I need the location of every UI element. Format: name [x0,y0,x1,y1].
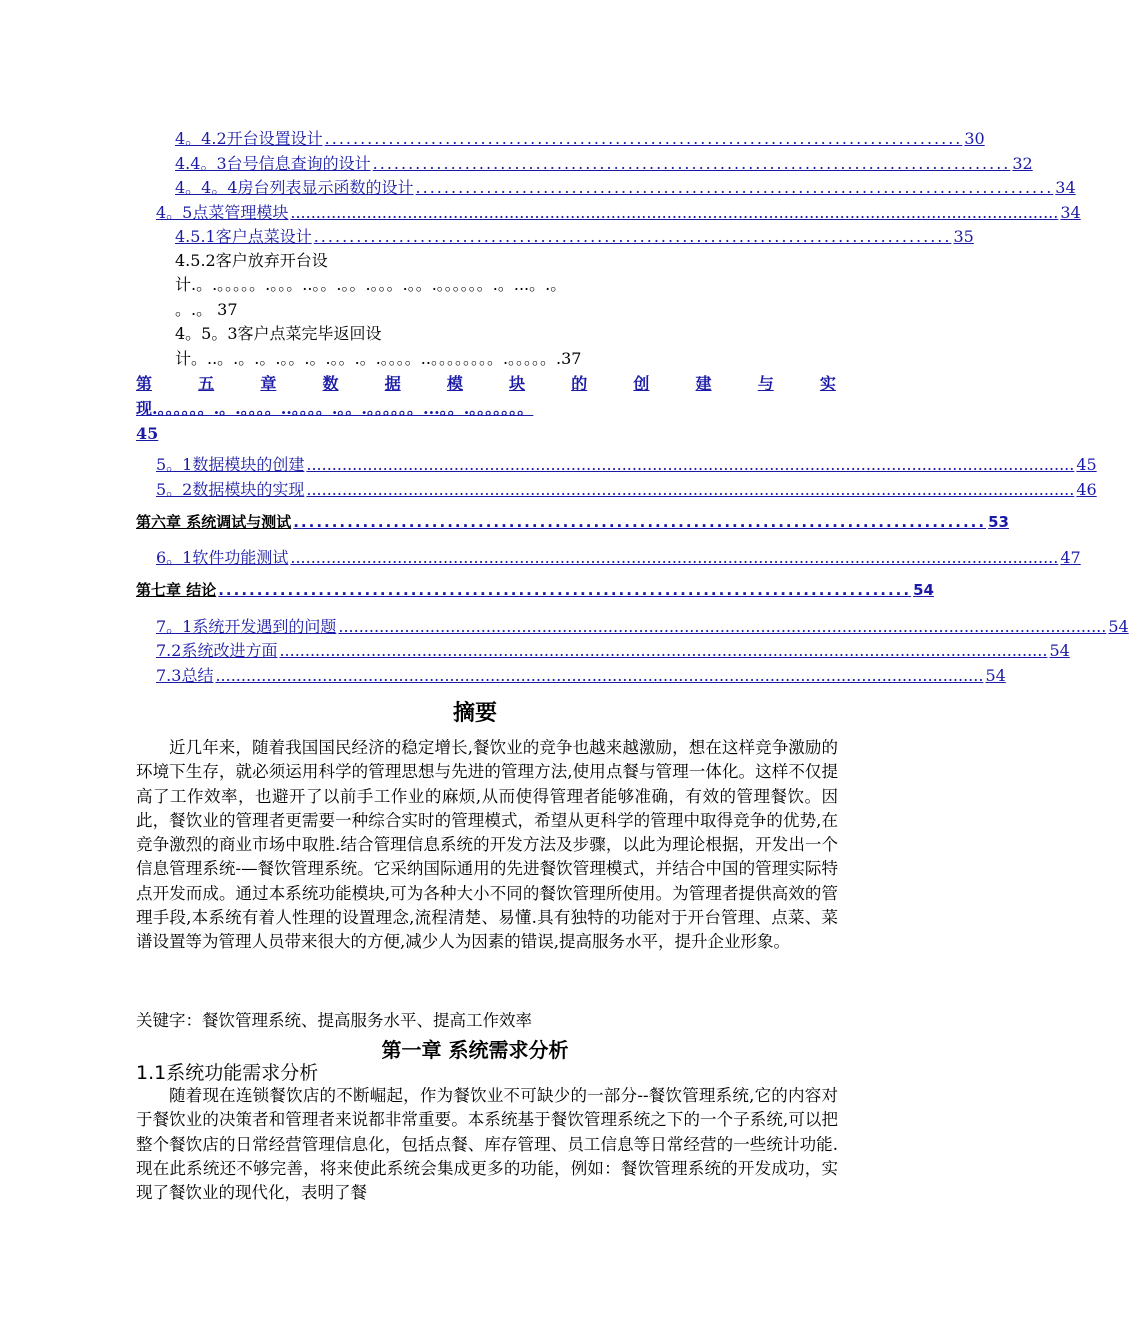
toc-entry-5-2[interactable] [136,477,1097,502]
toc-leader: .......................................................................................... [218,581,912,599]
toc-entry-title: 4。4。4房台列表显示函数的设计 [175,178,414,197]
toc-entry-4-4-2[interactable] [136,126,985,151]
toc-entry-4-4-4[interactable] [136,175,1076,200]
toc-leader: .......................................................................................... [372,153,1011,173]
toc-entry-page: 46 [1076,479,1097,499]
toc-entry-page: 34 [1055,178,1076,197]
chapter-5-char: 与 [757,374,774,393]
toc-entry-4-5-3-line2: 计。..。.。.。.。。.。.。。.。.。。。。..。。。。。。。。.。。。。。.37 [175,348,582,368]
toc-leader: ....................................................................................................................................................... [306,479,1075,499]
toc-entry-page: 54 [913,581,934,599]
toc-entry-4-5-2-line3: 。.。 37 [175,299,238,319]
toc-entry-4-5-1[interactable] [136,224,974,249]
toc-entry-title: 4.4。3台号信息查询的设计 [175,153,371,173]
keywords: 关键字：餐饮管理系统、提高服务水平、提高工作效率 [136,1011,532,1030]
chapter-5-char: 的 [571,374,588,393]
toc-entry-4-5-2-line1: 4.5.2客户放弃开台设 [175,250,328,270]
toc-entry-title: 5。2数据模块的实现 [156,479,305,499]
section-1-1-heading: 1.1系统功能需求分析 [136,1062,319,1084]
toc-entry-5-1[interactable] [136,452,1097,477]
toc-entry-title: 7.3总结 [156,665,214,685]
toc-entry-page: 54 [985,665,1006,685]
toc-entry-4-5-2-line2: 计.。.。。。。。.。。。..。。.。。.。。。.。。.。。。。。。.。...。.。 [175,275,567,294]
chapter-5-leader-line: 现.。。。。。。.。.。。。。..。。。。.。。.。。。。。。...。。.。。。。。。。 [136,399,534,418]
toc-leader: ....................................................................................................................................................... [215,665,984,685]
toc-leader: ....................................................................................................................................................... [338,616,1107,636]
toc-leader: ....................................................................................................................................................... [279,641,1048,660]
chapter-5-char: 模 [446,374,463,393]
toc-entry-title: 6。1软件功能测试 [156,547,289,567]
toc-leader: .......................................................................................... [313,227,952,246]
toc-entry-7-1[interactable] [136,614,1129,639]
abstract-body: 近几年来，随着我国国民经济的稳定增长,餐饮业的竞争也越来越激励，想在这样竞争激励的环境下生存，就必须运用科学的管理思想与先进的管理方法,使用点餐与管理一体化。这样不仅提高了工作效率，也避开了以前手工作业的麻烦,从而使得管理者能够准确，有效的管理餐饮。因此，餐饮业的管理者更需要一种综合实时的管理模式，希望从更科学的管理中取得竞争的优势,在竞争激烈的商业市场中取胜.结合管理信息系统的开发方法及步骤，以此为理论根据，开发出一个信息管理系统-—餐饮管理系统。它采纳国际通用的先进餐饮管理模式，并结合中国的管理实际特点开发而成。通过本系统功能模块,可为各种大小不同的餐饮管理所使用。为管理者提供高效的管理手段,本系统有着人性理的设置理念,流程清楚、易懂.具有独特的功能对于开台管理、点菜、菜谱设置等为管理人员带来很大的方便,减少人为因素的错误,提高服务水平，提升企业形象。 [136,738,838,952]
toc-entry-title: 5。1数据模块的创建 [156,455,305,474]
toc-entry-page: 30 [964,129,985,148]
toc-entry-page: 53 [988,513,1009,531]
toc-entry-page: 34 [1060,202,1081,222]
toc-entry-7-3[interactable] [136,663,1006,688]
chapter-5-char: 数 [322,374,339,393]
toc-entry-title: 4.5.1客户点菜设计 [175,227,312,246]
toc-entry-page: 54 [1108,616,1129,636]
section-1-1-body: 随着现在连锁餐饮店的不断崛起，作为餐饮业不可缺少的一部分--餐饮管理系统,它的内容对于餐饮业的决策者和管理者来说都非常重要。本系统基于餐饮管理系统之下的一个子系统,可以把整个餐饮店的日常经营管理信息化，包括点餐、库存管理、员工信息等日常经营的一些统计功能.现在此系统还不够完善，将来使此系统会集成更多的功能，例如：餐饮管理系统的开发成功，实现了餐饮业的现代化，表明了餐 [136,1086,838,1203]
toc-entry-7-2[interactable] [136,638,1070,663]
toc-leader: .......................................................................................... [324,129,963,148]
toc-entry-title: 4。5点菜管理模块 [156,202,289,222]
toc-entry-4-5[interactable] [136,200,1081,225]
toc-entry-page: 32 [1012,153,1033,173]
chapter-5-char: 块 [509,374,526,393]
toc-entry-chapter-6[interactable] [136,511,1009,536]
table-of-contents [136,126,1129,687]
chapter-5-char: 五 [198,374,215,393]
toc-entry-title: 4。4.2开台设置设计 [175,129,323,148]
toc-entry-4-4-3[interactable] [136,151,1033,176]
toc-entry-title: 第七章 结论 [136,581,217,599]
chapter-5-char: 第 [136,374,153,393]
chapter-5-char: 据 [384,374,401,393]
chapter-5-page: 45 [136,424,159,443]
toc-entry-title: 7。1系统开发遇到的问题 [156,616,337,636]
toc-entry-4-5-3-line1: 4。5。3客户点菜完毕返回设 [175,324,382,343]
toc-entry-chapter-5[interactable] [136,371,836,446]
chapter-5-char: 实 [819,374,836,393]
toc-entry-title: 7.2系统改进方面 [156,641,278,660]
chapter-5-char: 建 [695,374,712,393]
abstract-title: 摘要 [452,701,497,726]
toc-entry-6-1[interactable] [136,545,1081,570]
toc-entry-chapter-7[interactable] [136,579,934,604]
toc-leader: .......................................................................................... [415,178,1054,197]
chapter-5-char: 创 [633,374,650,393]
chapter-5-title-line [136,371,836,396]
chapter-1-title: 第一章 系统需求分析 [381,1038,569,1062]
toc-entry-page: 45 [1076,455,1097,474]
toc-entry-page: 47 [1060,547,1081,567]
toc-leader: ....................................................................................................................................................... [290,547,1059,567]
toc-leader: ....................................................................................................................................................... [290,202,1059,222]
toc-entry-page: 35 [953,227,974,246]
toc-entry-title: 第六章 系统调试与测试 [136,513,292,531]
chapter-5-char: 章 [260,374,277,393]
toc-leader: ....................................................................................................................................................... [306,455,1075,474]
toc-entry-page: 54 [1049,641,1070,660]
toc-leader: .......................................................................................... [293,513,987,531]
